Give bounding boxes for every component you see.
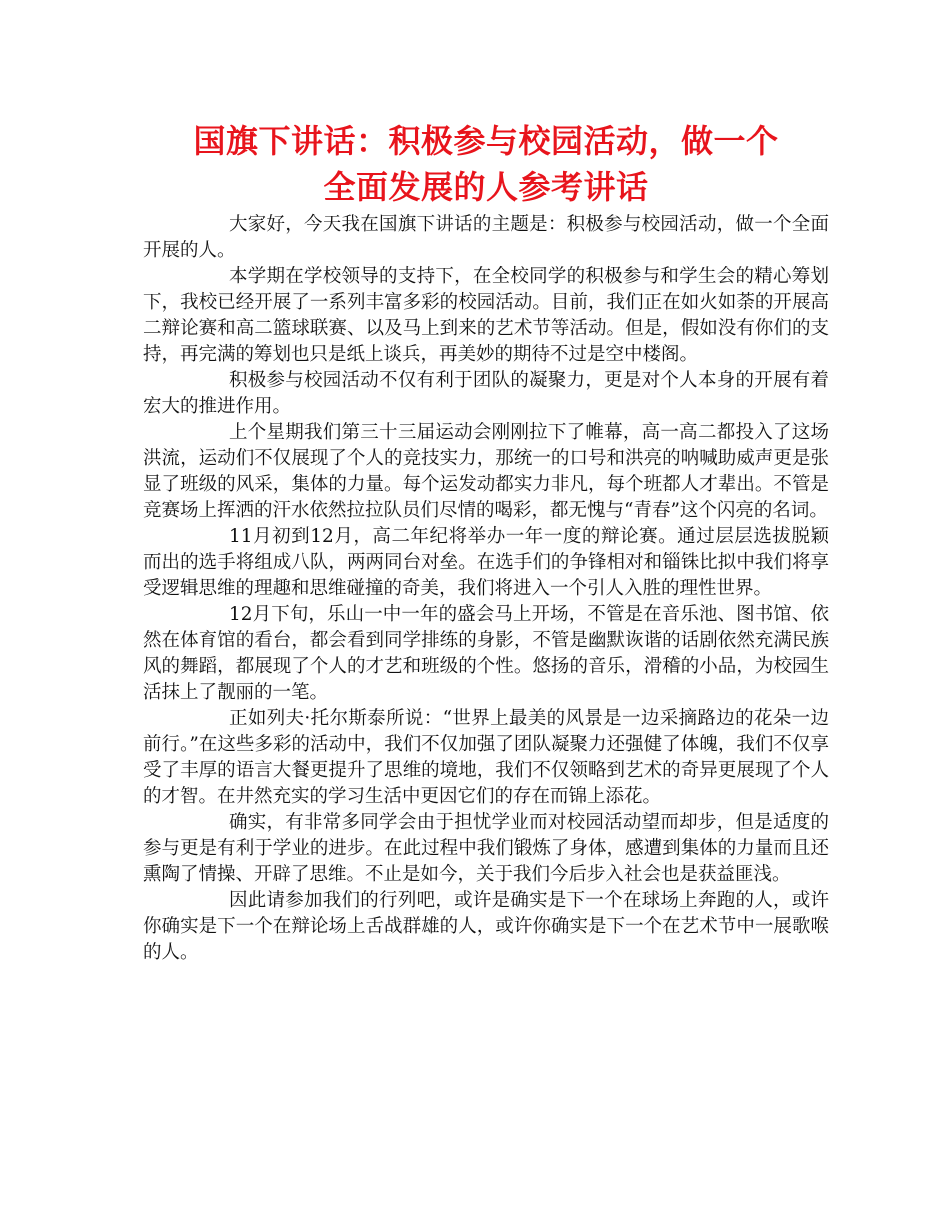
paragraph-study-balance: 确实，有非常多同学会由于担忧学业而对校园活动望而却步，但是适度的参与更是有利于学业的进步。在此过程中我们锻炼了身体，感遭到集体的力量而且还熏陶了情操、开辟了思维。不止是如今，关于我们今后步入社会也是获益匪浅。: [143, 812, 829, 885]
document-body: [143, 212, 829, 966]
paragraph-debate: 11月初到12月，高二年纪将举办一年一度的辩论赛。通过层层选拔脱颖而出的选手将组成八队，两两同台对垒。在选手们的争锋相对和锱铢比拟中我们将享受逻辑思维的理趣和思维碰撞的奇美，我们将进入一个引人入胜的理性世界。: [143, 526, 829, 599]
document-page: [143, 118, 829, 966]
title-line-1: 国旗下讲话：积极参与校园活动，做一个: [193, 122, 779, 160]
document-title: [143, 118, 829, 210]
paragraph-sports-meet: 上个星期我们第三十三届运动会刚刚拉下了帷幕，高一高二都投入了这场洪流，运动们不仅展现了个人的竞技实力，那统一的口号和洪亮的呐喊助威声更是张显了班级的风采，集体的力量。每个运发动都实力非凡，每个班都人才辈出。不管是竞赛场上挥洒的汗水依然拉拉队员们尽情的喝彩，都无愧与“青春”这个闪亮的名词。: [143, 422, 829, 521]
paragraph-greeting: 大家好，今天我在国旗下讲话的主题是：积极参与校园活动，做一个全面开展的人。: [143, 214, 829, 261]
paragraph-closing: 因此请参加我们的行列吧，或许是确实是下一个在球场上奔跑的人，或许你确实是下一个在辩论场上舌战群雄的人，或许你确实是下一个在艺术节中一展歌喉的人。: [143, 890, 829, 963]
paragraph-tolstoy-quote: 正如列夫·托尔斯泰所说：“世界上最美的风景是一边采摘路边的花朵一边前行。”在这些多彩的活动中，我们不仅加强了团队凝聚力还强健了体魄，我们不仅享受了丰厚的语言大餐更提升了思维的境地，我们不仅领略到艺术的奇异更展现了个人的才智。在井然充实的学习生活中更因它们的存在而锦上添花。: [143, 708, 829, 807]
paragraph-activities-overview: 本学期在学校领导的支持下，在全校同学的积极参与和学生会的精心筹划下，我校已经开展了一系列丰富多彩的校园活动。目前，我们正在如火如荼的开展高二辩论赛和高二篮球联赛、以及马上到来的艺术节等活动。但是，假如没有你们的支持，再完满的筹划也只是纸上谈兵，再美妙的期待不过是空中楼阁。: [143, 266, 829, 365]
title-line-2: 全面发展的人参考讲话: [323, 168, 649, 206]
paragraph-benefits: 积极参与校园活动不仅有利于团队的凝聚力，更是对个人本身的开展有着宏大的推进作用。: [143, 370, 829, 417]
paragraph-art-festival: 12月下旬，乐山一中一年的盛会马上开场，不管是在音乐池、图书馆、依然在体育馆的看台，都会看到同学排练的身影，不管是幽默诙谐的话剧依然充满民族风的舞蹈，都展现了个人的才艺和班级的个性。悠扬的音乐，滑稽的小品，为校园生活抹上了靓丽的一笔。: [143, 604, 829, 703]
